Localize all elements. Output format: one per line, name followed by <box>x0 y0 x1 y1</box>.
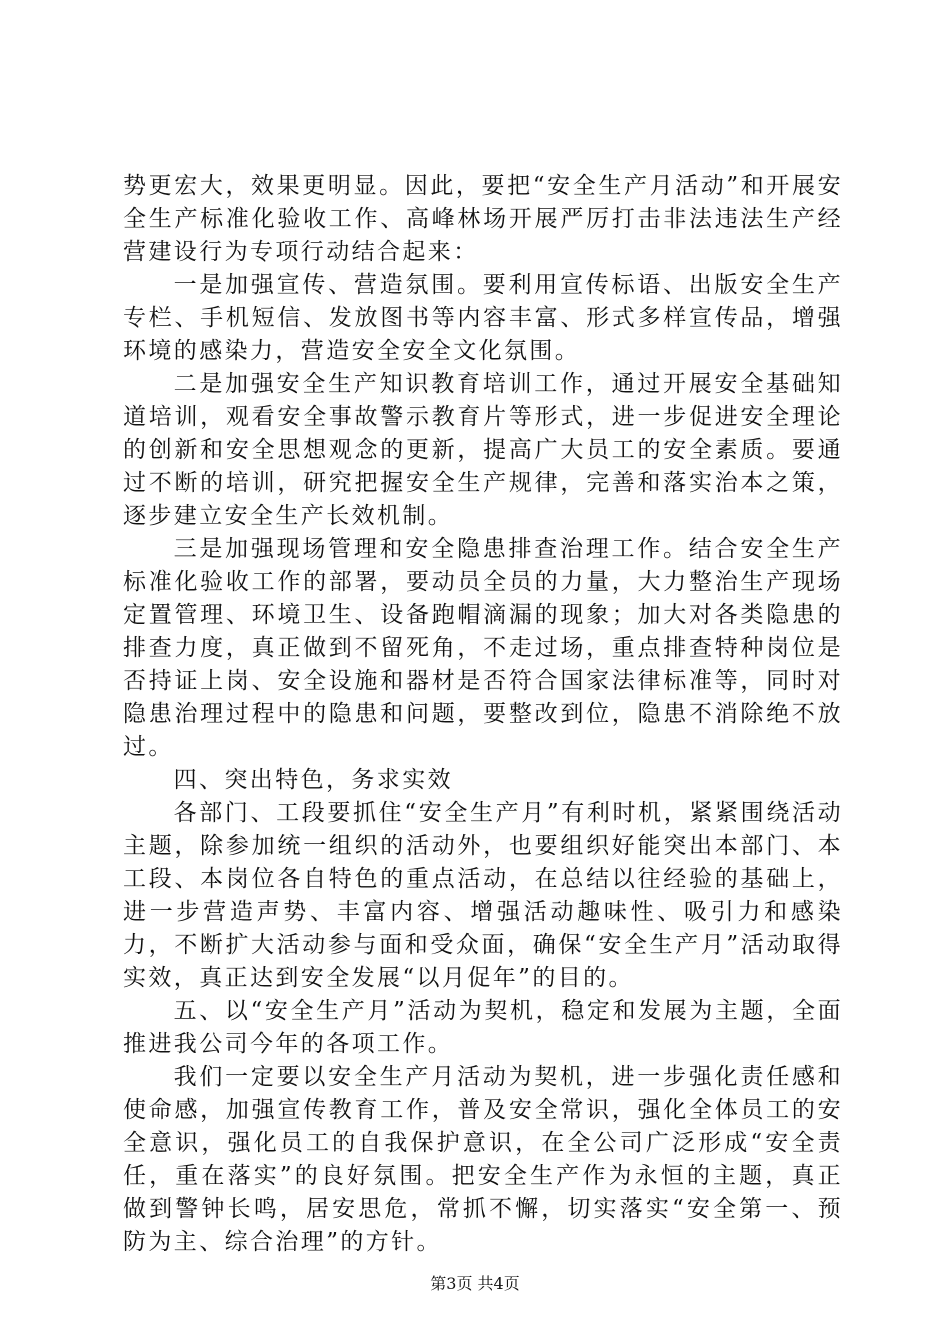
page-footer: 第3页 共4页 <box>430 1274 520 1293</box>
paragraph-item-2: 二是加强安全生产知识教育培训工作，通过开展安全基础知道培训，观看安全事故警示教育片等形式，进一步促进安全理论的创新和安全思想观念的更新，提高广大员工的安全素质。要通过不断的培训，研究把握安全生产规律，完善和落实治本之策，逐步建立安全生产长效机制。 <box>123 371 843 529</box>
paragraph-item-1: 一是加强宣传、营造氛围。要利用宣传标语、出版安全生产专栏、手机短信、发放图书等内容丰富、形式多样宣传品，增强环境的感染力，营造安全安全文化氛围。 <box>123 272 843 364</box>
paragraph-conclusion: 我们一定要以安全生产月活动为契机，进一步强化责任感和使命感，加强宣传教育工作，普及安全常识，强化全体员工的安全意识，强化员工的自我保护意识，在全公司广泛形成“安全责任，重在落实”的良好氛围。把安全生产作为永恒的主题，真正做到警钟长鸣，居安思危，常抓不懈，切实落实“安全第一、预防为主、综合治理”的方针。 <box>123 1064 843 1255</box>
paragraph-item-3: 三是加强现场管理和安全隐患排查治理工作。结合安全生产标准化验收工作的部署，要动员全员的力量，大力整治生产现场定置管理、环境卫生、设备跑帽滴漏的现象；加大对各类隐患的排查力度，真正做到不留死角，不走过场，重点排查特种岗位是否持证上岗、安全设施和器材是否符合国家法律标准等，同时对隐患治理过程中的隐患和问题，要整改到位，隐患不消除绝不放过。 <box>123 536 843 760</box>
paragraph-intro: 势更宏大，效果更明显。因此，要把“安全生产月活动”和开展安全生产标准化验收工作、高峰林场开展严厉打击非法违法生产经营建设行为专项行动结合起来： <box>123 173 843 265</box>
paragraph-section-4: 各部门、工段要抓住“安全生产月”有利时机，紧紧围绕活动主题，除参加统一组织的活动外，也要组织好能突出本部门、本工段、本岗位各自特色的重点活动，在总结以往经验的基础上，进一步营造声势、丰富内容、增强活动趣味性、吸引力和感染力，不断扩大活动参与面和受众面，确保“安全生产月”活动取得实效，真正达到安全发展“以月促年”的目的。 <box>123 800 843 991</box>
section-heading-4: 四、突出特色，务求实效 <box>173 767 453 793</box>
section-heading-5: 五、以“安全生产月”活动为契机，稳定和发展为主题，全面推进我公司今年的各项工作。 <box>123 998 843 1057</box>
document-body <box>123 170 843 1259</box>
